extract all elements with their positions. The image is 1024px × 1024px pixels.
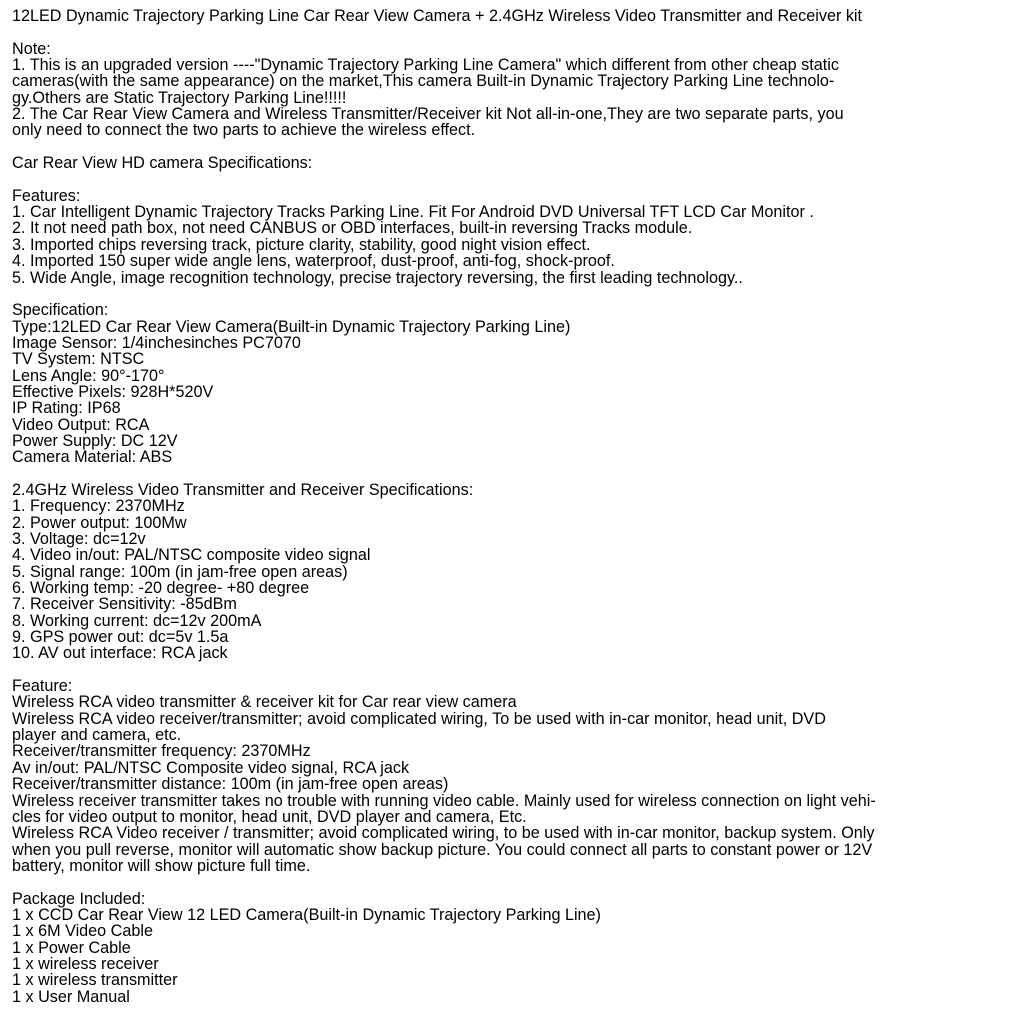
wireless-video-in-out: 4. Video in/out: PAL/NTSC composite video signal — [12, 546, 371, 565]
wireless-feature-line-1: Wireless RCA video transmitter & receiver kit for Car rear view camera — [12, 693, 517, 712]
wireless-feature-line-4: Receiver/transmitter frequency: 2370MHz — [12, 742, 311, 761]
feature-line-4: 4. Imported 150 super wide angle lens, waterproof, dust-proof, anti-fog, shock-proof. — [12, 252, 615, 271]
note-line-5: only need to connect the two parts to achieve the wireless effect. — [12, 121, 476, 140]
wireless-power-output: 2. Power output: 100Mw — [12, 513, 187, 532]
wireless-feature-section — [12, 678, 1016, 874]
features-heading: Features: — [12, 186, 81, 205]
package-item-camera: 1 x CCD Car Rear View 12 LED Camera(Built-in Dynamic Trajectory Parking Line) — [12, 905, 601, 924]
note-line-2: cameras(with the same appearance) on the market,This camera Built-in Dynamic Trajectory Parking Line technolo- — [12, 72, 835, 91]
wireless-specifications-heading: 2.4GHz Wireless Video Transmitter and Receiver Specifications: — [12, 480, 474, 499]
wireless-working-temp: 6. Working temp: -20 degree- +80 degree — [12, 579, 310, 598]
wireless-specifications-section — [12, 482, 1016, 662]
specification-image-sensor: Image Sensor: 1/4inchesinches PC7070 — [12, 333, 301, 352]
feature-line-2: 2. It not need path box, not need CANBUS or OBD interfaces, built-in reversing Tracks module. — [12, 219, 693, 238]
note-line-3: gy.Others are Static Trajectory Parking Line!!!!! — [12, 88, 347, 107]
feature-line-3: 3. Imported chips reversing track, picture clarity, stability, good night vision effect. — [12, 235, 591, 254]
note-heading: Note: — [12, 39, 51, 58]
package-heading: Package Included: — [12, 889, 146, 908]
wireless-gps-power-out: 9. GPS power out: dc=5v 1.5a — [12, 628, 229, 647]
specification-type: Type:12LED Car Rear View Camera(Built-in Dynamic Trajectory Parking Line) — [12, 317, 571, 336]
wireless-feature-line-3: player and camera, etc. — [12, 726, 182, 745]
camera-specifications-heading: Car Rear View HD camera Specifications: — [12, 154, 313, 173]
note-line-4: 2. The Car Rear View Camera and Wireless Transmitter/Receiver kit Not all-in-one,They are two separate parts, you — [12, 105, 844, 124]
wireless-feature-line-10: when you pull reverse, monitor will automatic show backup picture. You could connect all parts to constant power or 12V — [12, 840, 873, 859]
specification-ip-rating: IP Rating: IP68 — [12, 399, 121, 418]
wireless-feature-line-5: Av in/out: PAL/NTSC Composite video signal, RCA jack — [12, 758, 410, 777]
camera-specifications-heading-section — [12, 155, 1016, 171]
wireless-frequency: 1. Frequency: 2370MHz — [12, 497, 185, 516]
wireless-working-current: 8. Working current: dc=12v 200mA — [12, 611, 262, 630]
wireless-feature-line-11: battery, monitor will show picture full time. — [12, 856, 311, 875]
product-description-document — [12, 8, 1016, 1005]
specification-effective-pixels: Effective Pixels: 928H*520V — [12, 382, 214, 401]
wireless-receiver-sensitivity: 7. Receiver Sensitivity: -85dBm — [12, 595, 237, 614]
wireless-feature-heading: Feature: — [12, 677, 73, 696]
features-section — [12, 188, 1016, 286]
specification-camera-material: Camera Material: ABS — [12, 448, 173, 467]
wireless-feature-line-7: Wireless receiver transmitter takes no trouble with running video cable. Mainly used for wireless connection on light vehi- — [12, 791, 876, 810]
specification-lens-angle: Lens Angle: 90°-170° — [12, 366, 165, 385]
wireless-signal-range: 5. Signal range: 100m (in jam-free open areas) — [12, 562, 348, 581]
specification-power-supply: Power Supply: DC 12V — [12, 431, 178, 450]
wireless-feature-line-9: Wireless RCA Video receiver / transmitter; avoid complicated wiring, to be used with in-car monitor, backup system. Only — [12, 824, 875, 843]
package-item-user-manual: 1 x User Manual — [12, 987, 130, 1006]
wireless-voltage: 3. Voltage: dc=12v — [12, 530, 146, 548]
package-included-section — [12, 891, 1016, 1005]
specification-heading: Specification: — [12, 301, 109, 320]
wireless-feature-line-6: Receiver/transmitter distance: 100m (in jam-free open areas) — [12, 775, 449, 794]
wireless-av-out-interface: 10. AV out interface: RCA jack — [12, 644, 228, 663]
note-section — [12, 41, 1016, 139]
wireless-feature-line-2: Wireless RCA video receiver/transmitter; avoid complicated wiring, To be used with in-car monitor, head unit, DVD — [12, 709, 826, 728]
package-item-video-cable: 1 x 6M Video Cable — [12, 922, 153, 941]
package-item-wireless-transmitter: 1 x wireless transmitter — [12, 971, 178, 990]
feature-line-1: 1. Car Intelligent Dynamic Trajectory Tracks Parking Line. Fit For Android DVD Universal TFT LCD Car Monitor . — [12, 203, 814, 222]
specification-tv-system: TV System: NTSC — [12, 350, 145, 369]
specification-section — [12, 302, 1016, 465]
wireless-feature-line-8: cles for video output to monitor, head unit, DVD player and camera, Etc. — [12, 807, 527, 826]
note-line-1: 1. This is an upgraded version ----"Dynamic Trajectory Parking Line Camera" which different from other cheap static — [12, 56, 839, 75]
package-item-wireless-receiver: 1 x wireless receiver — [12, 954, 159, 973]
package-item-power-cable: 1 x Power Cable — [12, 938, 131, 957]
document-title: 12LED Dynamic Trajectory Parking Line Car Rear View Camera + 2.4GHz Wireless Video Transmitter and Receiver kit — [12, 7, 863, 25]
feature-line-5: 5. Wide Angle, image recognition technology, precise trajectory reversing, the first leading technology.. — [12, 268, 743, 287]
specification-video-output: Video Output: RCA — [12, 415, 150, 434]
